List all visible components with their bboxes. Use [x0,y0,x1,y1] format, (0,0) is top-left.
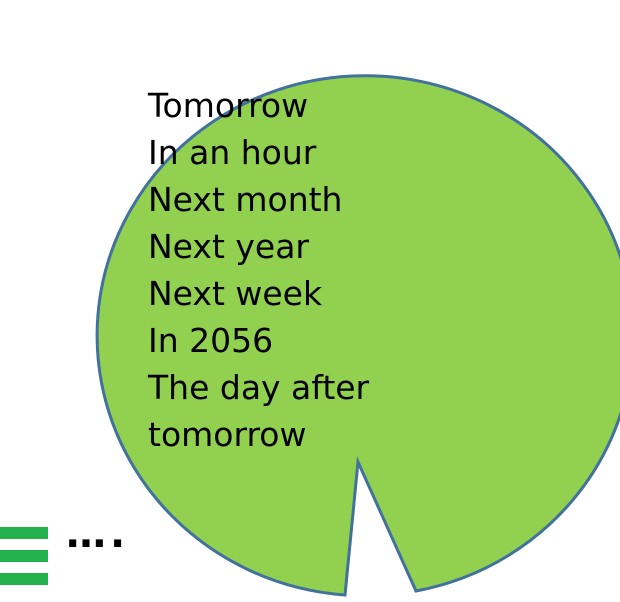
list-item: tomorrow [148,415,307,454]
time-phrase-list [148,82,369,458]
green-bar-top [0,527,48,539]
list-item: The day after [148,368,370,407]
list-item: Tomorrow [148,86,309,125]
list-item: Next week [148,274,323,313]
list-item: Next year [148,227,309,266]
list-item: Next month [148,180,343,219]
green-bar-middle [0,550,48,562]
list-item: In 2056 [148,321,274,360]
ellipsis-text: …. [66,511,130,557]
list-item: In an hour [148,133,317,172]
green-bar-bottom [0,573,48,585]
